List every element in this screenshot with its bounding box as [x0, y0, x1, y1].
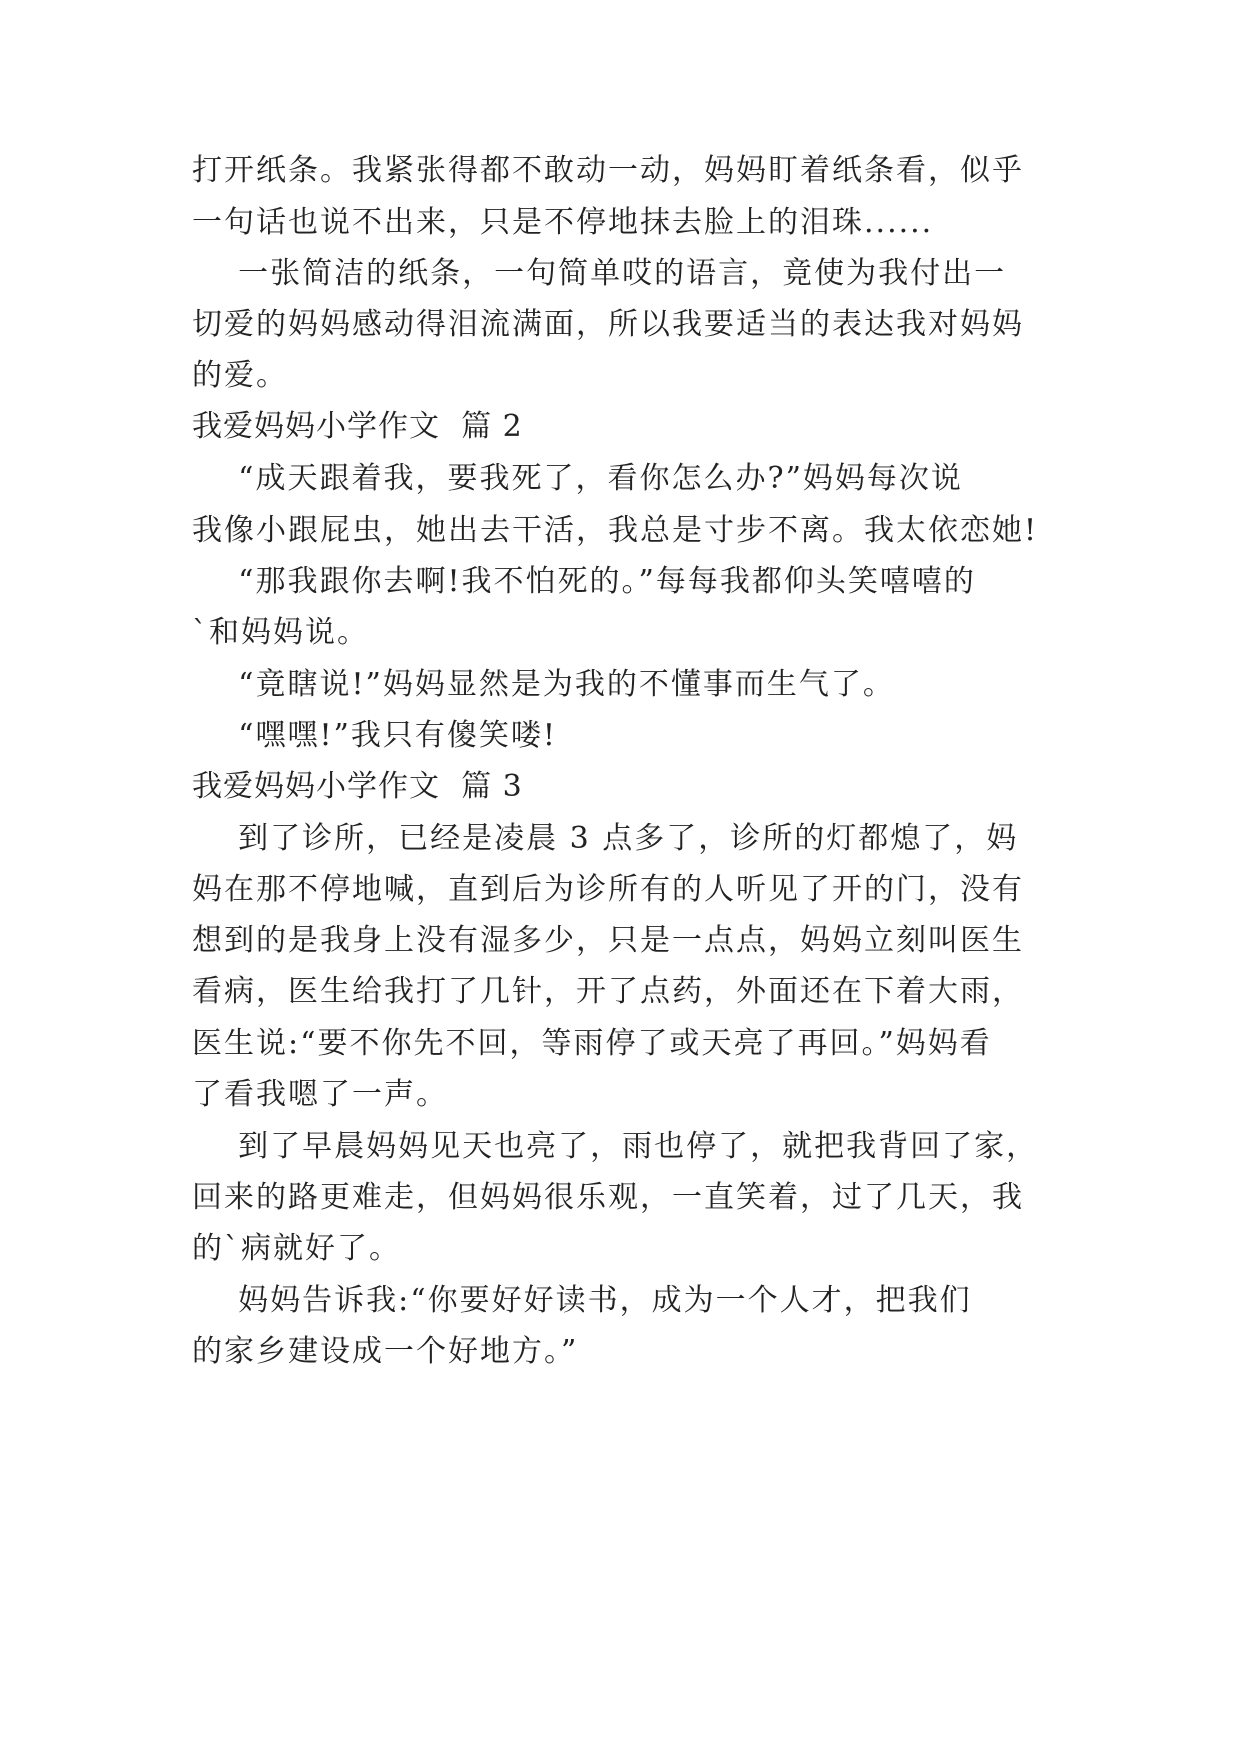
text-line: 看病，医生给我打了几针，开了点药，外面还在下着大雨， [192, 974, 1024, 1009]
text-line: 回来的路更难走，但妈妈很乐观，一直笑着，过了几天，我 [192, 1180, 1024, 1215]
text-line: 到了早晨妈妈见天也亮了，雨也停了，就把我背回了家， [192, 1129, 1039, 1164]
text-line: “嘿嘿!”我只有傻笑喽! [192, 718, 557, 753]
text-line: 医生说:“要不你先不回，等雨停了或天亮了再回。”妈妈看 [192, 1026, 992, 1061]
text-line: 的家乡建设成一个好地方。” [192, 1334, 579, 1369]
text-line: “竟瞎说!”妈妈显然是为我的不懂事而生气了。 [192, 667, 895, 702]
text-line: 到了诊所，已经是凌晨 3 点多了，诊所的灯都熄了，妈 [192, 821, 1019, 856]
section-heading: 我爱妈妈小学作文 篇 3 [192, 769, 523, 804]
text-line: 妈在那不停地喊，直到后为诊所有的人听见了开的门，没有 [192, 872, 1024, 907]
text-line: 妈妈告诉我:“你要好好读书，成为一个人才，把我们 [192, 1283, 972, 1318]
text-line: 我像小跟屁虫，她出去干活，我总是寸步不离。我太依恋她! [192, 513, 1039, 548]
text-line: “成天跟着我，要我死了，看你怎么办?”妈妈每次说 [192, 461, 963, 496]
text-line: 的爱。 [192, 358, 288, 393]
text-line: 切爱的妈妈感动得泪流满面，所以我要适当的表达我对妈妈 [192, 307, 1024, 342]
text-line: 了看我嗯了一声。 [192, 1077, 448, 1112]
text-line: 一句话也说不出来，只是不停地抹去脸上的泪珠...... [192, 205, 934, 240]
text-line: 打开纸条。我紧张得都不敢动一动，妈妈盯着纸条看，似乎 [192, 153, 1024, 188]
text-line: “那我跟你去啊!我不怕死的。”每每我都仰头笑嘻嘻的 [192, 564, 976, 599]
text-line: 一张简洁的纸条，一句简单哎的语言，竟使为我付出一 [192, 256, 1007, 291]
text-line: 的`病就好了。 [192, 1231, 401, 1266]
section-heading: 我爱妈妈小学作文 篇 2 [192, 409, 523, 444]
text-line: 想到的是我身上没有湿多少，只是一点点，妈妈立刻叫医生 [192, 923, 1024, 958]
text-line: `和妈妈说。 [192, 615, 369, 650]
